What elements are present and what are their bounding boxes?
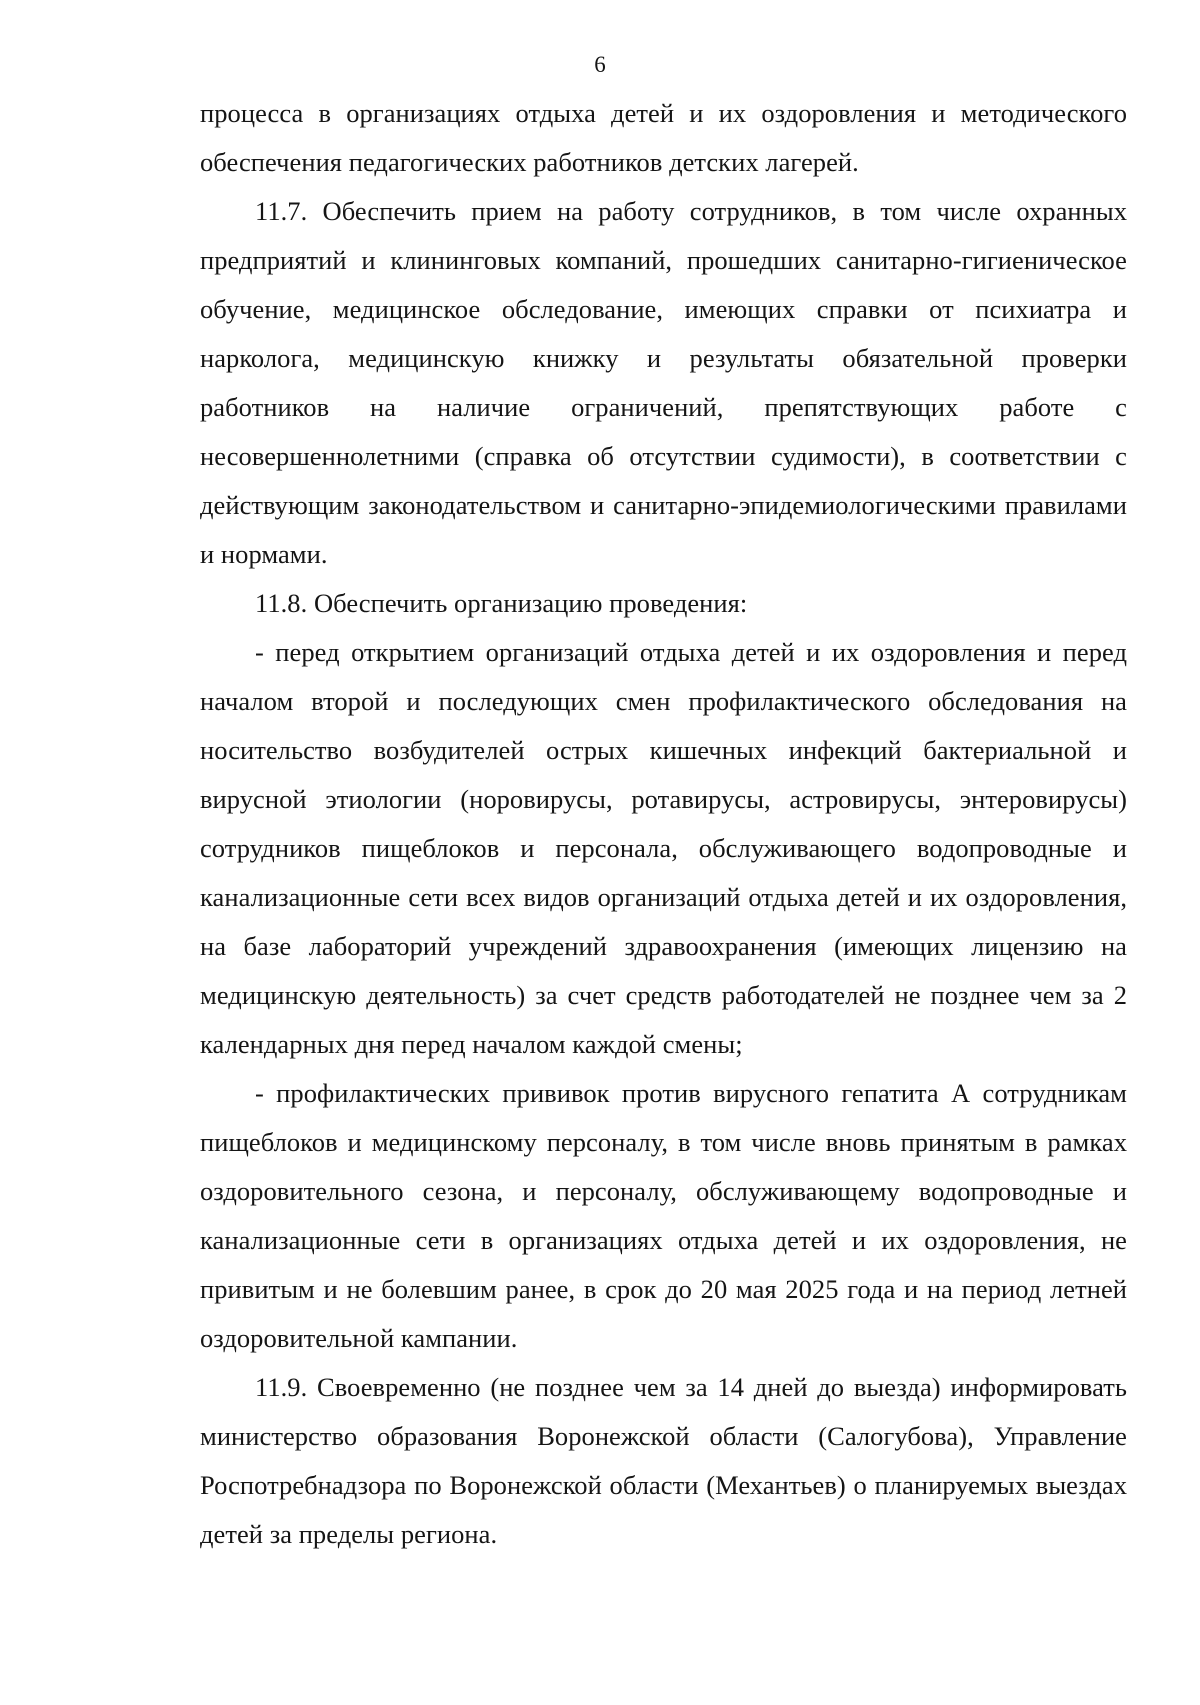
paragraph-item-11-7: 11.7. Обеспечить прием на работу сотрудников, в том числе охранных предприятий и клининговых компаний, прошедших санитарно-гигиеническое обучение, медицинское обследование, имеющих справки от психиатра и нарколога, медицинскую книжку и результаты обязательной проверки работников на наличие ограничений, препятствующих работе с несовершеннолетними (справка об отсутствии судимости), в соответствии с действующим законодательством и санитарно-эпидемиологическими правилами и нормами. [200,196,1127,569]
paragraph-continuation: процесса в организациях отдыха детей и их оздоровления и методического обеспечения педагогических работников детских лагерей. [200,98,1127,177]
paragraph-item-11-8: 11.8. Обеспечить организацию проведения: [255,588,748,618]
page-number: 6 [594,52,606,77]
paragraph-item-11-9: 11.9. Своевременно (не позднее чем за 14 дней до выезда) информировать министерство образования Воронежской области (Салогубова), Управление Роспотребнадзора по Воронежской области (Механтьев) о планируемых выездах детей за пределы региона. [200,1372,1127,1549]
document-body [200,89,1127,1559]
paragraph-item-11-8-b: - профилактических прививок против вирусного гепатита А сотрудникам пищеблоков и медицинскому персоналу, в том числе вновь принятым в рамках оздоровительного сезона, и персоналу, обслуживающему водопроводные и канализационные сети в организациях отдыха детей и их оздоровления, не привитым и не болевшим ранее, в срок до 20 мая 2025 года и на период летней оздоровительной кампании. [200,1078,1127,1353]
paragraph-item-11-8-a: - перед открытием организаций отдыха детей и их оздоровления и перед началом второй и последующих смен профилактического обследования на носительство возбудителей острых кишечных инфекций бактериальной и вирусной этиологии (норовирусы, ротавирусы, астровирусы, энтеровирусы) сотрудников пищеблоков и персонала, обслуживающего водопроводные и канализационные сети всех видов организаций отдыха детей и их оздоровления, на базе лабораторий учреждений здравоохранения (имеющих лицензию на медицинскую деятельность) за счет средств работодателей не позднее чем за 2 календарных дня перед началом каждой смены; [200,637,1127,1059]
